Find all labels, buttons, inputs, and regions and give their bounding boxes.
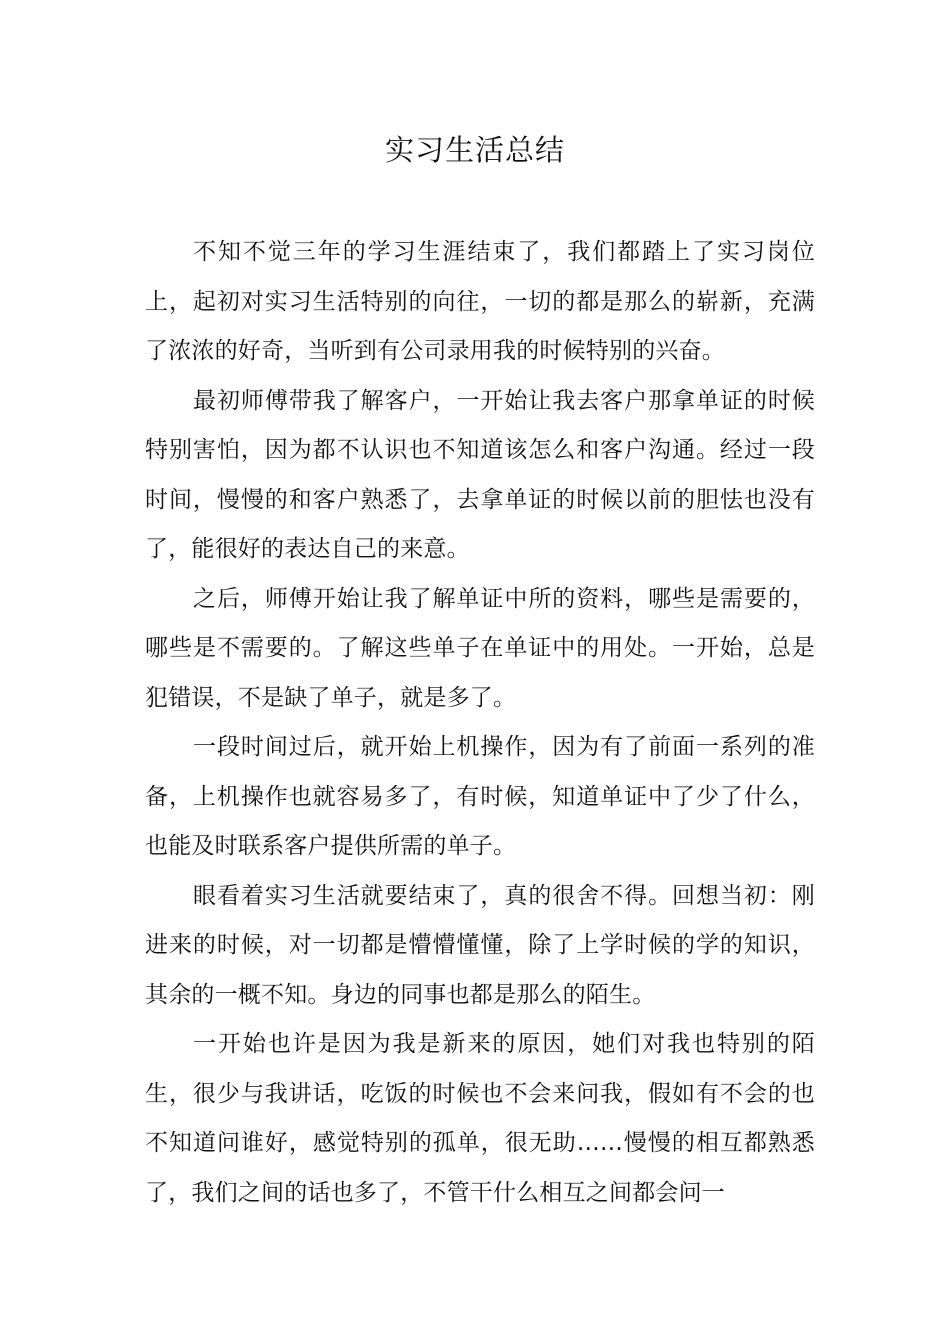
paragraph-1: 不知不觉三年的学习生涯结束了，我们都踏上了实习岗位上，起初对实习生活特别的向往，一切的都是那么的崭新，充满了浓浓的好奇，当听到有公司录用我的时候特别的兴奋。 xyxy=(145,239,815,364)
paragraph-3: 之后，师傅开始让我了解单证中所的资料，哪些是需要的，哪些是不需要的。了解这些单子在单证中的用处。一开始，总是犯错误，不是缺了单子，就是多了。 xyxy=(145,585,815,711)
document-body xyxy=(145,228,815,1218)
paragraph-5: 眼看着实习生活就要结束了，真的很舍不得。回想当初：刚进来的时候，对一切都是懵懵懂懂，除了上学时候的学的知识，其余的一概不知。身边的同事也都是那么的陌生。 xyxy=(145,882,815,1008)
paragraph-2: 最初师傅带我了解客户，一开始让我去客户那拿单证的时候特别害怕，因为都不认识也不知道该怎么和客户沟通。经过一段时间，慢慢的和客户熟悉了，去拿单证的时候以前的胆怯也没有了，能很好的表达自己的来意。 xyxy=(145,387,815,562)
document-title: 实习生活总结 xyxy=(384,133,565,167)
paragraph-6: 一开始也许是因为我是新来的原因，她们对我也特别的陌生，很少与我讲话，吃饭的时候也不会来问我，假如有不会的也不知道问谁好，感觉特别的孤单，很无助……慢慢的相互都熟悉了，我们之间的话也多了，不管干什么相互之间都会问一 xyxy=(145,1031,815,1206)
paragraph-4: 一段时间过后，就开始上机操作，因为有了前面一系列的准备，上机操作也就容易多了，有时候，知道单证中了少了什么，也能及时联系客户提供所需的单子。 xyxy=(145,734,815,859)
